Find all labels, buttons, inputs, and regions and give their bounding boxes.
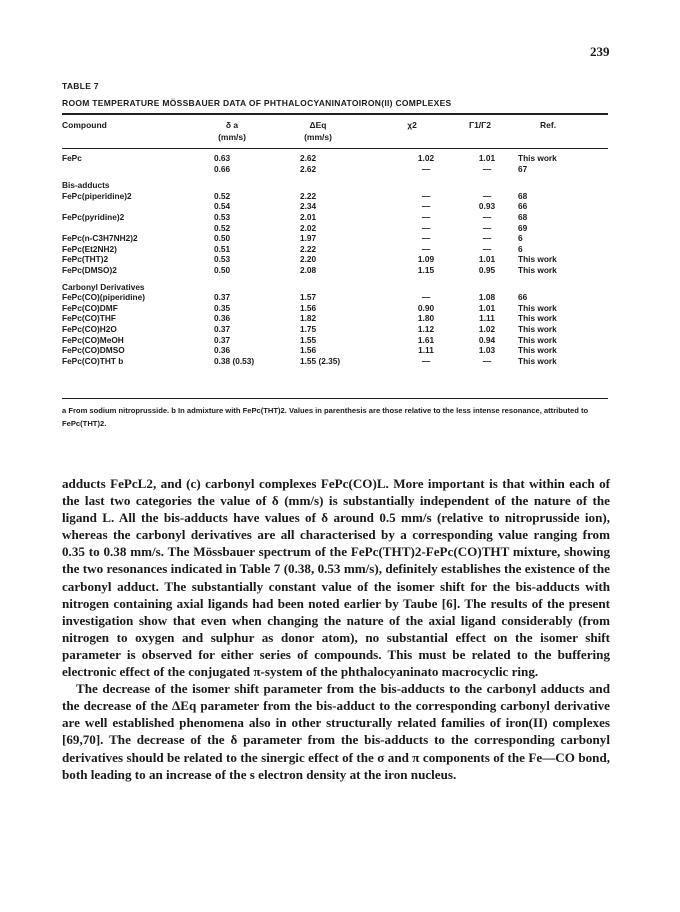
cell-compound: FePc(CO)THF (62, 313, 116, 324)
cell-compound: Bis-adducts (62, 180, 110, 191)
cell-chi: 1.15 (417, 264, 435, 275)
cell-ref: 66 (518, 201, 528, 212)
cell-gamma: — (482, 190, 492, 201)
cell-gamma (456, 180, 518, 191)
table-row (62, 244, 608, 255)
cell-chi: 1.61 (417, 334, 435, 345)
cell-ref (518, 180, 608, 191)
paragraph-1: adducts FePcL2, and (c) carbonyl complexes FePc(CO)L. More important is that within each of the last two categories the value of δ (mm/s) is substantially independent of the nature of the ligand L. All the bis-adducts have values of δ around 0.5 mm/s (relative to nitroprusside ion), whereas the carbonyl derivatives are all characterised by a corresponding value ranging from 0.35 to 0.38 mm/s. The Mössbauer spectrum of the FePc(THT)2-FePc(CO)THT mixture, showing the two resonances indicated in Table 7 (0.38, 0.53 mm/s), definitely establishes the existence of the carbonyl adduct. The substantially constant value of the isomer shift for the bis-adducts with nitrogen containing axial ligands had been noted earlier by Taube [6]. The results of the present investigation show that even when changing the nature of the axial ligand considerably (from nitrogen to oxygen and sulphur as donor atom), no substantial effect on the isomer shift parameter is observed for either series of compounds. This must be related to the buffering electronic effect of the conjugated π-system of the phthalocyaninato macrocyclic ring. (62, 476, 610, 680)
cell-compound: FePc(CO)H2O (62, 323, 117, 334)
cell-deq: 1.57 (300, 292, 317, 303)
table-row (62, 292, 608, 303)
cell-chi: 1.09 (417, 254, 435, 265)
table-header-rule (62, 148, 608, 149)
table-row (62, 303, 608, 314)
cell-chi: 1.12 (417, 323, 435, 334)
cell-ref: 6 (518, 243, 523, 254)
cell-deq: 2.34 (300, 201, 317, 212)
table-row (62, 313, 608, 324)
table-row (62, 153, 608, 164)
table-footnote: a From sodium nitroprusside. b In admixture with FePc(THT)2. Values in parenthesis are those relative to the less intense resonance, attributed to FePc(THT)2. (62, 406, 589, 428)
cell-chi (396, 180, 456, 191)
cell-gamma: — (482, 163, 492, 174)
cell-gamma: — (482, 233, 492, 244)
header-deq-unit: (mm/s) (304, 132, 332, 142)
header-deq-text: ΔEq (309, 120, 327, 130)
header-deq (298, 119, 338, 143)
mossbauer-data-table (62, 153, 608, 366)
cell-compound: FePc(CO)THT b (62, 355, 124, 366)
cell-ref: This work (518, 313, 557, 324)
cell-deq: 1.55 (300, 334, 317, 345)
cell-chi: — (421, 201, 431, 212)
cell-compound: FePc(pyridine)2 (62, 211, 125, 222)
paragraph-2: The decrease of the isomer shift parameter from the bis-adducts to the carbonyl adducts and the decrease of the ΔEq parameter from the bis-adduct to the corresponding carbonyl derivative are well established phenomena also in other structurally related families of iron(II) complexes [69,70]. The decrease of the δ parameter from the bis-adducts to the corresponding carbonyl derivatives should be related to the sinergic effect of the σ and π components of the Fe—CO bond, both leading to an increase of the s electron density at the iron nucleus. (62, 681, 610, 782)
cell-deq: 2.22 (300, 243, 317, 254)
cell-deq: 2.22 (300, 190, 317, 201)
cell-delta: 0.54 (214, 201, 231, 212)
cell-ref: This work (518, 355, 557, 366)
cell-chi: 1.80 (417, 313, 435, 324)
header-compound: Compound (62, 120, 107, 130)
cell-gamma: 0.94 (478, 334, 496, 345)
cell-delta (214, 180, 300, 191)
header-delta (212, 119, 252, 143)
cell-delta: 0.63 (214, 153, 231, 163)
cell-gamma: 1.08 (478, 292, 496, 303)
cell-compound (62, 164, 214, 175)
cell-deq (300, 180, 396, 191)
cell-gamma: 1.02 (478, 323, 496, 334)
cell-chi: — (421, 163, 431, 174)
cell-deq: 2.08 (300, 264, 317, 275)
table-label: TABLE 7 (62, 81, 99, 91)
cell-compound: FePc (62, 153, 82, 163)
header-delta-unit: (mm/s) (218, 132, 246, 142)
cell-ref: 68 (518, 190, 528, 201)
cell-chi: — (421, 233, 431, 244)
cell-ref: 6 (518, 233, 523, 244)
cell-deq: 1.75 (300, 323, 317, 334)
page-number: 239 (590, 44, 610, 59)
cell-compound (62, 201, 214, 212)
cell-ref (518, 282, 608, 293)
cell-compound: Carbonyl Derivatives (62, 281, 145, 292)
cell-delta: 0.51 (214, 243, 231, 254)
cell-chi: 1.02 (417, 153, 435, 163)
cell-delta: 0.50 (214, 264, 231, 275)
cell-ref: This work (518, 323, 557, 334)
table-row (62, 356, 608, 367)
cell-compound: FePc(THT)2 (62, 254, 109, 265)
cell-compound: FePc(piperidine)2 (62, 190, 132, 201)
cell-gamma: — (482, 211, 492, 222)
cell-delta: 0.36 (214, 345, 231, 356)
table-row (62, 254, 608, 265)
cell-ref: 69 (518, 222, 528, 233)
table-title: ROOM TEMPERATURE MÖSSBAUER DATA OF PHTHALOCYANINATOIRON(II) COMPLEXES (62, 98, 452, 108)
table-row (62, 180, 608, 191)
cell-delta: 0.66 (214, 163, 231, 174)
cell-ref: 68 (518, 211, 528, 222)
cell-delta: 0.37 (214, 323, 231, 334)
cell-compound: FePc(DMSO)2 (62, 264, 117, 275)
cell-compound: FePc(CO)DMSO (62, 345, 125, 356)
cell-chi: — (421, 292, 431, 303)
table-row (62, 335, 608, 346)
header-chi: χ2 (407, 120, 417, 130)
cell-chi: — (421, 211, 431, 222)
table-row (62, 223, 608, 234)
cell-deq: 2.62 (300, 163, 317, 174)
cell-delta: 0.35 (214, 302, 231, 313)
cell-compound (62, 223, 214, 234)
cell-ref: This work (518, 302, 557, 313)
cell-deq: 1.55 (2.35) (300, 355, 341, 366)
cell-deq: 2.62 (300, 153, 317, 163)
cell-chi: 1.11 (418, 345, 434, 356)
cell-compound: FePc(n-C3H7NH2)2 (62, 233, 138, 244)
cell-delta: 0.53 (214, 254, 231, 265)
cell-deq: 1.97 (300, 233, 317, 244)
cell-compound: FePc(CO)MeOH (62, 334, 124, 345)
cell-chi: — (421, 190, 431, 201)
cell-compound: FePc(CO)DMF (62, 302, 118, 313)
cell-ref: This work (518, 264, 557, 275)
cell-deq (300, 282, 396, 293)
cell-delta: 0.38 (0.53) (214, 355, 255, 366)
table-row (62, 191, 608, 202)
cell-ref: This work (518, 254, 557, 265)
table-row (62, 324, 608, 335)
cell-gamma (456, 282, 518, 293)
cell-gamma: 1.01 (478, 302, 496, 313)
cell-delta: 0.52 (214, 222, 231, 233)
cell-gamma: 0.95 (478, 264, 496, 275)
cell-ref: This work (518, 334, 557, 345)
cell-gamma: 1.01 (478, 254, 496, 265)
cell-gamma: — (482, 243, 492, 254)
cell-ref: This work (518, 345, 557, 356)
cell-ref: This work (518, 153, 557, 163)
cell-gamma: 1.03 (478, 345, 496, 356)
cell-ref: 66 (518, 292, 528, 303)
cell-delta (214, 282, 300, 293)
table-bottom-rule (62, 398, 608, 399)
header-delta-text: δ a (225, 120, 239, 130)
cell-chi: — (421, 355, 431, 366)
cell-delta: 0.53 (214, 211, 231, 222)
table-row (62, 345, 608, 356)
cell-deq: 1.82 (300, 313, 317, 324)
cell-ref: 67 (518, 163, 528, 174)
cell-gamma: 0.93 (478, 201, 496, 212)
cell-gamma: — (482, 222, 492, 233)
cell-chi: — (421, 222, 431, 233)
cell-gamma: 1.01 (478, 153, 496, 163)
header-ref: Ref. (540, 120, 557, 130)
cell-delta: 0.37 (214, 292, 231, 303)
cell-deq: 1.56 (300, 302, 317, 313)
cell-deq: 1.56 (300, 345, 317, 356)
header-gamma: Γ1/Γ2 (468, 120, 492, 130)
cell-chi: 0.90 (417, 302, 435, 313)
table-row (62, 282, 608, 293)
table-body (62, 153, 608, 366)
cell-gamma: — (482, 355, 492, 366)
body-text (62, 475, 610, 783)
table-row (62, 201, 608, 212)
cell-chi (396, 282, 456, 293)
cell-delta: 0.52 (214, 190, 231, 201)
cell-compound: FePc(CO)(piperidine) (62, 292, 145, 303)
cell-deq: 2.20 (300, 254, 317, 265)
cell-deq: 2.01 (300, 211, 317, 222)
cell-compound: FePc(Et2NH2) (62, 243, 117, 254)
table-row (62, 265, 608, 276)
cell-delta: 0.36 (214, 313, 231, 324)
cell-delta: 0.37 (214, 334, 231, 345)
table-top-rule (62, 113, 608, 115)
table-row (62, 233, 608, 244)
cell-delta: 0.50 (214, 233, 231, 244)
cell-chi: — (421, 243, 431, 254)
table-row (62, 212, 608, 223)
table-row (62, 164, 608, 175)
cell-gamma: 1.11 (479, 313, 495, 324)
cell-deq: 2.02 (300, 222, 317, 233)
